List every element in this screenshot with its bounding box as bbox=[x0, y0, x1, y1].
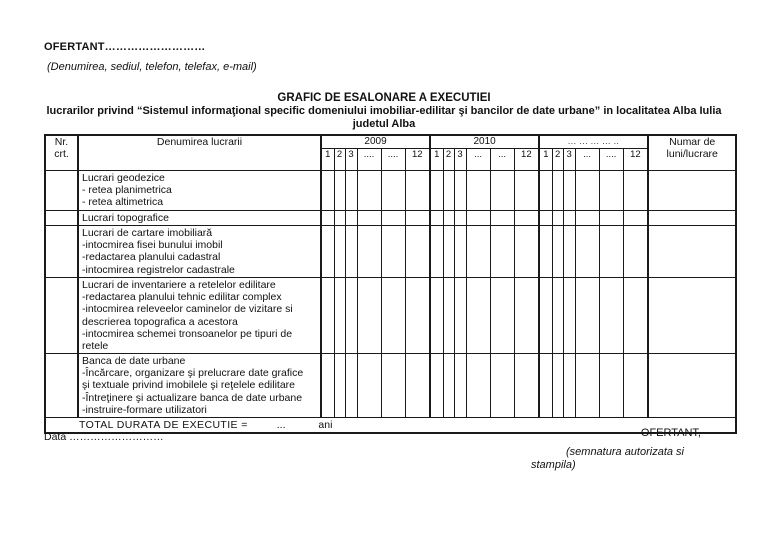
month-schedule-cell bbox=[599, 171, 623, 211]
month-schedule-cell bbox=[466, 354, 490, 418]
header-year-other: ... ... ... ... .. bbox=[539, 135, 648, 149]
month-schedule-cell bbox=[334, 226, 345, 278]
month-col-header: 12 bbox=[623, 149, 648, 171]
month-col-header: 2 bbox=[334, 149, 345, 171]
month-schedule-cell bbox=[321, 278, 334, 354]
month-schedule-cell bbox=[443, 278, 454, 354]
work-description-cell bbox=[78, 171, 321, 211]
header-numar-line2: luni/lucrare bbox=[666, 148, 718, 160]
month-schedule-cell bbox=[552, 211, 563, 226]
months-per-work-cell bbox=[648, 211, 736, 226]
signature-note-line2: stampila) bbox=[531, 459, 576, 471]
month-col-header: 1 bbox=[321, 149, 334, 171]
work-description-line: Lucrari geodezice bbox=[82, 172, 165, 184]
month-schedule-cell bbox=[466, 226, 490, 278]
row-number-cell bbox=[45, 171, 78, 211]
work-row bbox=[45, 354, 736, 418]
month-col-header: ... bbox=[466, 149, 490, 171]
month-schedule-cell bbox=[563, 354, 575, 418]
month-schedule-cell bbox=[321, 171, 334, 211]
month-schedule-cell bbox=[345, 171, 357, 211]
month-col-header: .... bbox=[357, 149, 381, 171]
work-row bbox=[45, 171, 736, 211]
month-schedule-cell bbox=[514, 171, 539, 211]
work-description-line: -instruire-formare utilizatori bbox=[82, 403, 207, 416]
month-schedule-cell bbox=[443, 354, 454, 418]
work-row bbox=[45, 211, 736, 226]
month-schedule-cell bbox=[490, 211, 514, 226]
month-schedule-cell bbox=[552, 278, 563, 354]
month-schedule-cell bbox=[623, 171, 648, 211]
month-schedule-cell bbox=[443, 211, 454, 226]
month-schedule-cell bbox=[466, 171, 490, 211]
month-schedule-cell bbox=[430, 211, 443, 226]
month-schedule-cell bbox=[430, 171, 443, 211]
header-nr-line2: crt. bbox=[54, 148, 69, 160]
month-schedule-cell bbox=[563, 171, 575, 211]
month-col-header: 12 bbox=[514, 149, 539, 171]
work-description-line: -Încărcare, organizare şi prelucrare date grafice bbox=[82, 367, 304, 380]
month-col-header: 12 bbox=[405, 149, 430, 171]
month-schedule-cell bbox=[563, 278, 575, 354]
month-col-header: ... bbox=[490, 149, 514, 171]
work-description-cell bbox=[78, 211, 321, 226]
month-schedule-cell bbox=[321, 211, 334, 226]
ofertant-signature-label: OFERTANT, bbox=[640, 427, 701, 439]
month-schedule-cell bbox=[430, 278, 443, 354]
month-schedule-cell bbox=[321, 354, 334, 418]
month-schedule-cell bbox=[575, 211, 599, 226]
work-description-line: Lucrari de inventariere a retelelor edilitare bbox=[82, 279, 276, 291]
month-col-header: 3 bbox=[563, 149, 575, 171]
month-schedule-cell bbox=[490, 354, 514, 418]
month-schedule-cell bbox=[405, 226, 430, 278]
month-schedule-cell bbox=[405, 278, 430, 354]
work-description-cell bbox=[78, 278, 321, 354]
month-schedule-cell bbox=[381, 171, 405, 211]
row-number-cell bbox=[45, 278, 78, 354]
header-year-2010: 2010 bbox=[430, 135, 539, 149]
offertant-subtext: (Denumirea, sediul, telefon, telefax, e-mail) bbox=[47, 61, 257, 73]
document-subtitle-line2: judetul Alba bbox=[352, 118, 416, 130]
month-col-header: .... bbox=[599, 149, 623, 171]
month-schedule-cell bbox=[430, 226, 443, 278]
month-schedule-cell bbox=[357, 278, 381, 354]
month-schedule-cell bbox=[539, 354, 552, 418]
document-subtitle-line1: lucrarilor privind “Sistemul informaţional specific domeniului imobiliar-edilitar şi bancilor de date urbane” in localitatea Alba Iulia bbox=[46, 105, 722, 117]
month-schedule-cell bbox=[357, 211, 381, 226]
month-schedule-cell bbox=[405, 354, 430, 418]
month-schedule-cell bbox=[575, 354, 599, 418]
month-schedule-cell bbox=[334, 278, 345, 354]
month-schedule-cell bbox=[454, 171, 466, 211]
month-schedule-cell bbox=[539, 211, 552, 226]
month-schedule-cell bbox=[539, 171, 552, 211]
month-schedule-cell bbox=[405, 171, 430, 211]
date-label: Data ……………………… bbox=[44, 431, 164, 443]
month-schedule-cell bbox=[357, 226, 381, 278]
month-col-header: 2 bbox=[552, 149, 563, 171]
work-description-line: Lucrari topografice bbox=[82, 212, 169, 224]
month-schedule-cell bbox=[514, 226, 539, 278]
work-description-line: Banca de date urbane bbox=[82, 355, 186, 367]
work-row bbox=[45, 278, 736, 354]
month-schedule-cell bbox=[623, 278, 648, 354]
month-schedule-cell bbox=[599, 354, 623, 418]
month-schedule-cell bbox=[466, 278, 490, 354]
month-col-header: .... bbox=[381, 149, 405, 171]
month-col-header: 1 bbox=[539, 149, 552, 171]
month-col-header: ... bbox=[575, 149, 599, 171]
row-number-cell bbox=[45, 211, 78, 226]
month-col-header: 1 bbox=[430, 149, 443, 171]
total-duration-unit: ani bbox=[318, 419, 333, 431]
month-schedule-cell bbox=[345, 226, 357, 278]
month-schedule-cell bbox=[454, 354, 466, 418]
month-col-header: 3 bbox=[454, 149, 466, 171]
work-description-line: - retea planimetrica bbox=[82, 184, 172, 197]
work-description-line: Lucrari de cartare imobiliară bbox=[82, 227, 213, 239]
total-duration-label: TOTAL DURATA DE EXECUTIE = bbox=[79, 419, 248, 431]
month-schedule-cell bbox=[623, 226, 648, 278]
month-schedule-cell bbox=[454, 211, 466, 226]
work-description-line: şi textuale privind imobilele şi reţelele edilitare bbox=[82, 379, 296, 392]
month-schedule-cell bbox=[321, 226, 334, 278]
month-schedule-cell bbox=[345, 278, 357, 354]
month-schedule-cell bbox=[623, 211, 648, 226]
month-schedule-cell bbox=[430, 354, 443, 418]
month-schedule-cell bbox=[599, 211, 623, 226]
month-schedule-cell bbox=[454, 278, 466, 354]
row-number-cell bbox=[45, 226, 78, 278]
work-description-line: -Întreţinere şi actualizare banca de date urbane bbox=[82, 391, 303, 404]
header-nr-line1: Nr. bbox=[54, 136, 69, 148]
signature-note-line1: (semnatura autorizata si bbox=[566, 446, 684, 458]
total-duration-value: ... bbox=[276, 419, 286, 431]
work-description-line: -intocmirea fisei bunului imobil bbox=[82, 239, 223, 252]
execution-schedule-table bbox=[44, 134, 737, 434]
month-schedule-cell bbox=[357, 171, 381, 211]
row-number-cell bbox=[45, 354, 78, 418]
months-per-work-cell bbox=[648, 354, 736, 418]
months-per-work-cell bbox=[648, 278, 736, 354]
month-schedule-cell bbox=[334, 171, 345, 211]
month-schedule-cell bbox=[334, 211, 345, 226]
work-description-line: descrierea topografica a acestora bbox=[82, 315, 238, 328]
month-schedule-cell bbox=[552, 171, 563, 211]
month-schedule-cell bbox=[381, 211, 405, 226]
work-description-line: -redactarea planului tehnic edilitar complex bbox=[82, 291, 282, 304]
work-description-line: - retea altimetrica bbox=[82, 196, 164, 209]
month-col-header: 2 bbox=[443, 149, 454, 171]
month-schedule-cell bbox=[443, 171, 454, 211]
header-numar-luni bbox=[648, 135, 736, 171]
month-schedule-cell bbox=[405, 211, 430, 226]
month-schedule-cell bbox=[490, 278, 514, 354]
month-schedule-cell bbox=[334, 354, 345, 418]
month-schedule-cell bbox=[575, 278, 599, 354]
month-schedule-cell bbox=[599, 278, 623, 354]
month-schedule-cell bbox=[552, 354, 563, 418]
month-schedule-cell bbox=[381, 278, 405, 354]
document-title: GRAFIC DE ESALONARE A EXECUTIEI bbox=[277, 92, 491, 104]
month-schedule-cell bbox=[514, 278, 539, 354]
months-per-work-cell bbox=[648, 226, 736, 278]
month-schedule-cell bbox=[552, 226, 563, 278]
month-schedule-cell bbox=[514, 211, 539, 226]
title-block bbox=[0, 92, 768, 131]
header-nr-crt bbox=[45, 135, 78, 171]
months-per-work-cell bbox=[648, 171, 736, 211]
month-schedule-cell bbox=[381, 226, 405, 278]
month-schedule-cell bbox=[575, 171, 599, 211]
month-schedule-cell bbox=[623, 354, 648, 418]
month-schedule-cell bbox=[490, 226, 514, 278]
offertant-label: OFERTANT……………………… bbox=[44, 41, 206, 53]
month-schedule-cell bbox=[345, 211, 357, 226]
work-description-line: -redactarea planului cadastral bbox=[82, 251, 221, 264]
work-description-cell bbox=[78, 354, 321, 418]
work-description-line: -intocmirea schemei tronsoanelor pe tipuri de bbox=[82, 327, 293, 340]
month-schedule-cell bbox=[514, 354, 539, 418]
work-row bbox=[45, 226, 736, 278]
month-schedule-cell bbox=[563, 226, 575, 278]
header-numar-line1: Numar de bbox=[669, 136, 716, 148]
header-year-2009: 2009 bbox=[321, 135, 430, 149]
month-col-header: 3 bbox=[345, 149, 357, 171]
work-description-line: -intocmirea releveelor caminelor de vizitare si bbox=[82, 303, 293, 316]
month-schedule-cell bbox=[466, 211, 490, 226]
month-schedule-cell bbox=[563, 211, 575, 226]
month-schedule-cell bbox=[575, 226, 599, 278]
work-description-line: -intocmirea registrelor cadastrale bbox=[82, 263, 235, 276]
month-schedule-cell bbox=[357, 354, 381, 418]
month-schedule-cell bbox=[539, 278, 552, 354]
month-schedule-cell bbox=[443, 226, 454, 278]
month-schedule-cell bbox=[381, 354, 405, 418]
month-schedule-cell bbox=[599, 226, 623, 278]
month-schedule-cell bbox=[345, 354, 357, 418]
work-description-cell bbox=[78, 226, 321, 278]
header-denumirea: Denumirea lucrarii bbox=[78, 135, 321, 171]
work-description-line: retele bbox=[82, 340, 109, 353]
month-schedule-cell bbox=[490, 171, 514, 211]
month-schedule-cell bbox=[539, 226, 552, 278]
month-schedule-cell bbox=[454, 226, 466, 278]
